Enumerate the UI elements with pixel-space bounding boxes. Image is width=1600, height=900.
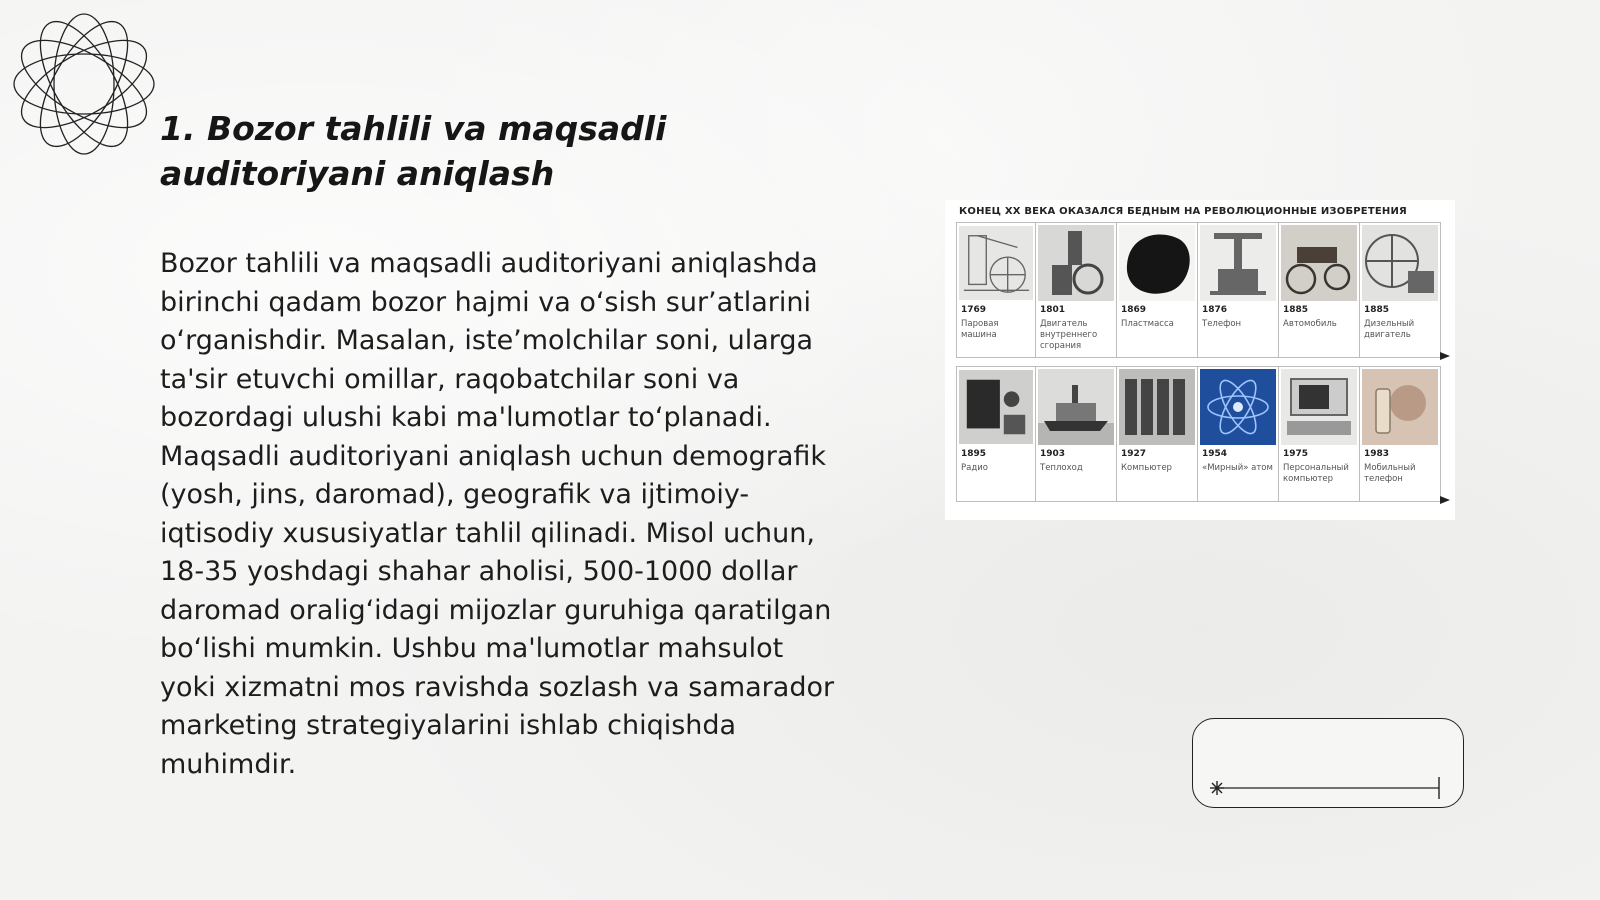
invention-cell [956,366,1036,502]
invention-caption: «Мирный» атом [1202,463,1273,473]
atom-icon [1200,369,1276,445]
invention-cell [1198,366,1279,502]
timeline-slider-decoration [1192,718,1464,808]
inventions-row [956,366,1442,502]
invention-caption: Паровая машина [961,319,999,340]
invention-year: 1869 [1121,305,1147,315]
computer-icon [1119,369,1195,445]
steam-engine-icon [959,225,1033,301]
invention-caption: Персональный компьютер [1283,463,1349,484]
invention-cell [1279,366,1360,502]
invention-year: 1876 [1202,305,1228,315]
invention-cell [1198,222,1279,358]
invention-year: 1801 [1040,305,1066,315]
slide-title: 1. Bozor tahlili va maqsadli auditoriyani aniqlash [160,109,667,193]
invention-cell [1036,222,1117,358]
invention-year: 1895 [961,449,987,459]
invention-cell [1279,222,1360,358]
invention-cell [1360,222,1441,358]
motor-ship-icon [1038,369,1114,445]
combustion-engine-icon [1038,225,1114,301]
automobile-icon [1281,225,1357,301]
mobile-phone-icon [1362,369,1438,445]
timeline-arrow-icon [1440,352,1450,360]
inventions-row [956,222,1442,358]
orbit-rings-decoration-icon [10,10,158,158]
invention-cell [1360,366,1441,502]
invention-caption: Пластмасса [1121,319,1174,329]
sparkle-star-icon [1210,781,1224,795]
radio-icon [959,369,1033,445]
invention-year: 1927 [1121,449,1147,459]
invention-caption: Компьютер [1121,463,1172,473]
invention-year: 1885 [1283,305,1309,315]
invention-year: 1769 [961,305,987,315]
invention-year: 1885 [1364,305,1390,315]
invention-caption: Автомобиль [1283,319,1337,329]
inventions-timeline-image [945,200,1455,520]
invention-caption: Двигатель внутреннего сгорания [1040,319,1098,351]
invention-caption: Дизельный двигатель [1364,319,1415,340]
infographic-heading: КОНЕЦ XX ВЕКА ОКАЗАЛСЯ БЕДНЫМ НА РЕВОЛЮЦИОННЫЕ ИЗОБРЕТЕНИЯ [959,206,1407,217]
invention-year: 1975 [1283,449,1309,459]
inventions-grid [956,222,1442,502]
diesel-engine-icon [1362,225,1438,301]
invention-year: 1954 [1202,449,1228,459]
invention-cell [1117,222,1198,358]
invention-caption: Радио [961,463,988,473]
invention-caption: Телефон [1202,319,1242,329]
invention-caption: Теплоход [1040,463,1083,473]
invention-caption: Мобильный телефон [1364,463,1416,484]
plastic-icon [1119,225,1195,301]
telephone-icon [1200,225,1276,301]
invention-year: 1983 [1364,449,1390,459]
invention-cell [1117,366,1198,502]
timeline-arrow-icon [1440,496,1450,504]
invention-year: 1903 [1040,449,1066,459]
personal-computer-icon [1281,369,1357,445]
slide-body-text: Bozor tahlili va maqsadli auditoriyani aniqlashda birinchi qadam bozor hajmi va o‘sish sur’atlarini o‘rganishdir. Masalan, iste’molchilar soni, ularga ta'sir etuvchi omillar, raqobatchilar soni va bozordagi ulushi kabi ma'lumotlar to‘planadi. Maqsadli auditoriyani aniqlash uchun demografik (yosh, jins, daromad), geografik va ijtimoiy-iqtisodiy xususiyatlar tahlil qilinadi. Misol uchun, 18-35 yoshdagi shahar aholisi, 500-1000 dollar daromad oralig‘idagi mijozlar guruhiga qaratilgan bo‘lishi mumkin. Ushbu ma'lumotlar mahsulot yoki xizmatni mos ravishda sozlash va samarador marketing strategiyalarini ishlab chiqishda muhimdir. [160,248,835,780]
invention-cell [1036,366,1117,502]
invention-cell [956,222,1036,358]
